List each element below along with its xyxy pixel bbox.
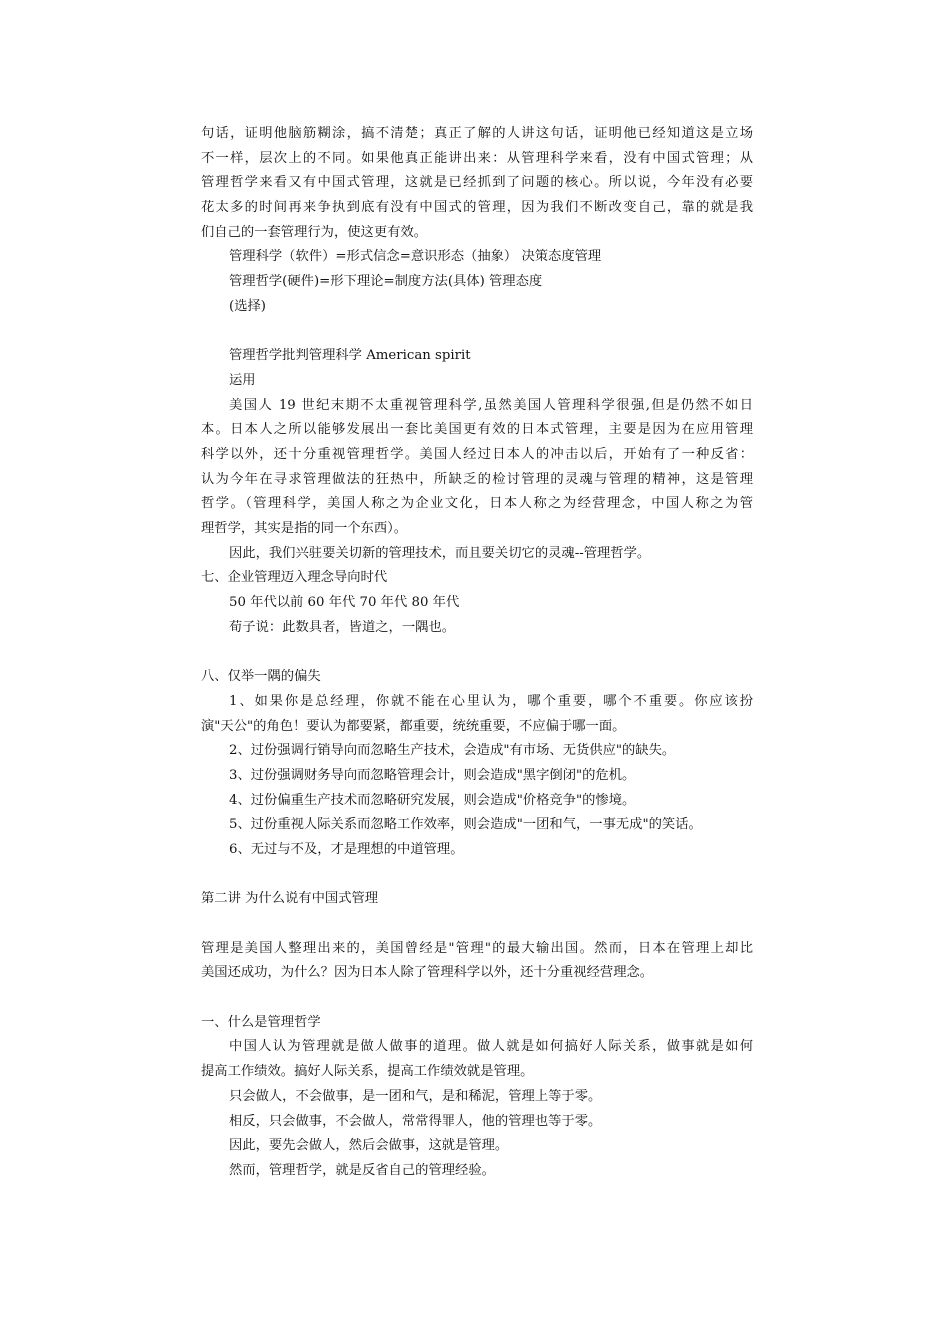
- paragraph: [201, 122, 753, 245]
- paragraph-line: 本。日本人之所以能够发展出一套比美国更有效的日本式管理，主要是因为在应用管理: [201, 422, 753, 438]
- blank-line: [201, 320, 753, 345]
- paragraph-line: 提高工作绩效。搞好人际关系，提高工作绩效就是管理。: [201, 1064, 534, 1080]
- paragraph-line: 们自己的一套管理行为，使这更有效。: [201, 224, 428, 240]
- indented-line: 相反，只会做事，不会做人，常常得罪人，他的管理也等于零。: [229, 1113, 602, 1129]
- paragraph-line: 美国人 19 世纪末期不太重视管理科学,虽然美国人管理科学很强,但是仍然不如日: [229, 397, 753, 413]
- indented-line: 2、过份强调行销导向而忽略生产技术，会造成"有市场、无货供应"的缺失。: [229, 743, 676, 759]
- paragraph: [201, 1035, 753, 1084]
- indented-line: 因此，我们兴驻要关切新的管理技术，而且要关切它的灵魂--管理哲学。: [229, 545, 651, 561]
- paragraph-line: 花太多的时间再来争执到底有没有中国式的管理，因为我们不断改变自己，靠的就是我: [201, 200, 753, 216]
- paragraph: [201, 937, 753, 986]
- paragraph-line: 中国人认为管理就是做人做事的道理。做人就是如何搞好人际关系，做事就是如何: [229, 1039, 753, 1055]
- blank-line: [201, 863, 753, 888]
- paragraph-line: 管理是美国人整理出来的，美国曾经是"管理"的最大输出国。然而，日本在管理上却比: [201, 940, 753, 956]
- paragraph-line: 美国还成功，为什么？因为日本人除了管理科学以外，还十分重视经营理念。: [201, 965, 654, 981]
- paragraph-line: 不一样，层次上的不同。如果他真正能讲出来：从管理科学来看，没有中国式管理；从: [201, 150, 753, 166]
- indented-line: 管理哲学批判管理科学 American spirit: [229, 348, 471, 364]
- paragraph: [201, 394, 753, 542]
- paragraph-line: 认为今年在寻求管理做法的狂热中，所缺乏的检讨管理的灵魂与管理的精神，这是管理: [201, 471, 753, 487]
- blank-line: [201, 640, 753, 665]
- indented-line: 5、过份重视人际关系而忽略工作效率，则会造成"一团和气，一事无成"的笑话。: [229, 817, 702, 833]
- paragraph-line: 1、如果你是总经理，你就不能在心里认为，哪个重要，哪个不重要。你应该扮: [229, 693, 753, 709]
- paragraph-line: 哲学。（管理科学，美国人称之为企业文化，日本人称之为经营理念，中国人称之为管: [201, 496, 753, 512]
- indented-line: (选择): [229, 298, 266, 314]
- paragraph-line: 演"天公"的角色！要认为都要紧，都重要，统统重要，不应偏于哪一面。: [201, 718, 626, 734]
- section-heading: 七、企业管理迈入理念导向时代: [201, 570, 388, 586]
- paragraph: [201, 690, 753, 739]
- indented-line: 只会做人，不会做事，是一团和气，是和稀泥，管理上等于零。: [229, 1088, 602, 1104]
- indented-line: 因此，要先会做人，然后会做事，这就是管理。: [229, 1138, 509, 1154]
- document-body: [201, 122, 753, 1184]
- section-heading: 一、什么是管理哲学: [201, 1014, 321, 1030]
- indented-line: 然而，管理哲学，就是反省自己的管理经验。: [229, 1162, 495, 1178]
- blank-line: [201, 986, 753, 1011]
- indented-line: 50 年代以前 60 年代 70 年代 80 年代: [229, 595, 460, 611]
- paragraph-line: 句话，证明他脑筋糊涂，搞不清楚；真正了解的人讲这句话，证明他已经知道这是立场: [201, 126, 753, 141]
- blank-line: [201, 912, 753, 937]
- indented-line: 6、无过与不及，才是理想的中道管理。: [229, 841, 464, 857]
- indented-line: 运用: [229, 372, 256, 388]
- paragraph-line: 管理哲学来看又有中国式管理，这就是已经抓到了问题的核心。所以说，今年没有必要: [201, 175, 753, 191]
- section-heading: 八、仅举一隅的偏失: [201, 669, 321, 685]
- paragraph-line: 理哲学，其实是指的同一个东西）。: [201, 521, 408, 536]
- indented-line: 3、过份强调财务导向而忽略管理会计，则会造成"黑字倒闭"的危机。: [229, 767, 636, 783]
- paragraph-line: 科学以外，还十分重视管理哲学。美国人经过日本人的冲击以后，开始有了一种反省：: [201, 446, 753, 462]
- indented-line: 4、过份偏重生产技术而忽略研究发展，则会造成"价格竞争"的惨境。: [229, 792, 636, 808]
- indented-line: 管理哲学(硬件)=形下理论=制度方法(具体) 管理态度: [229, 274, 543, 290]
- section-heading: 第二讲 为什么说有中国式管理: [201, 891, 379, 907]
- indented-line: 管理科学（软件）=形式信念=意识形态（抽象） 决策态度管理: [229, 249, 602, 265]
- indented-line: 荀子说：此数具者，皆道之，一隅也。: [229, 619, 456, 635]
